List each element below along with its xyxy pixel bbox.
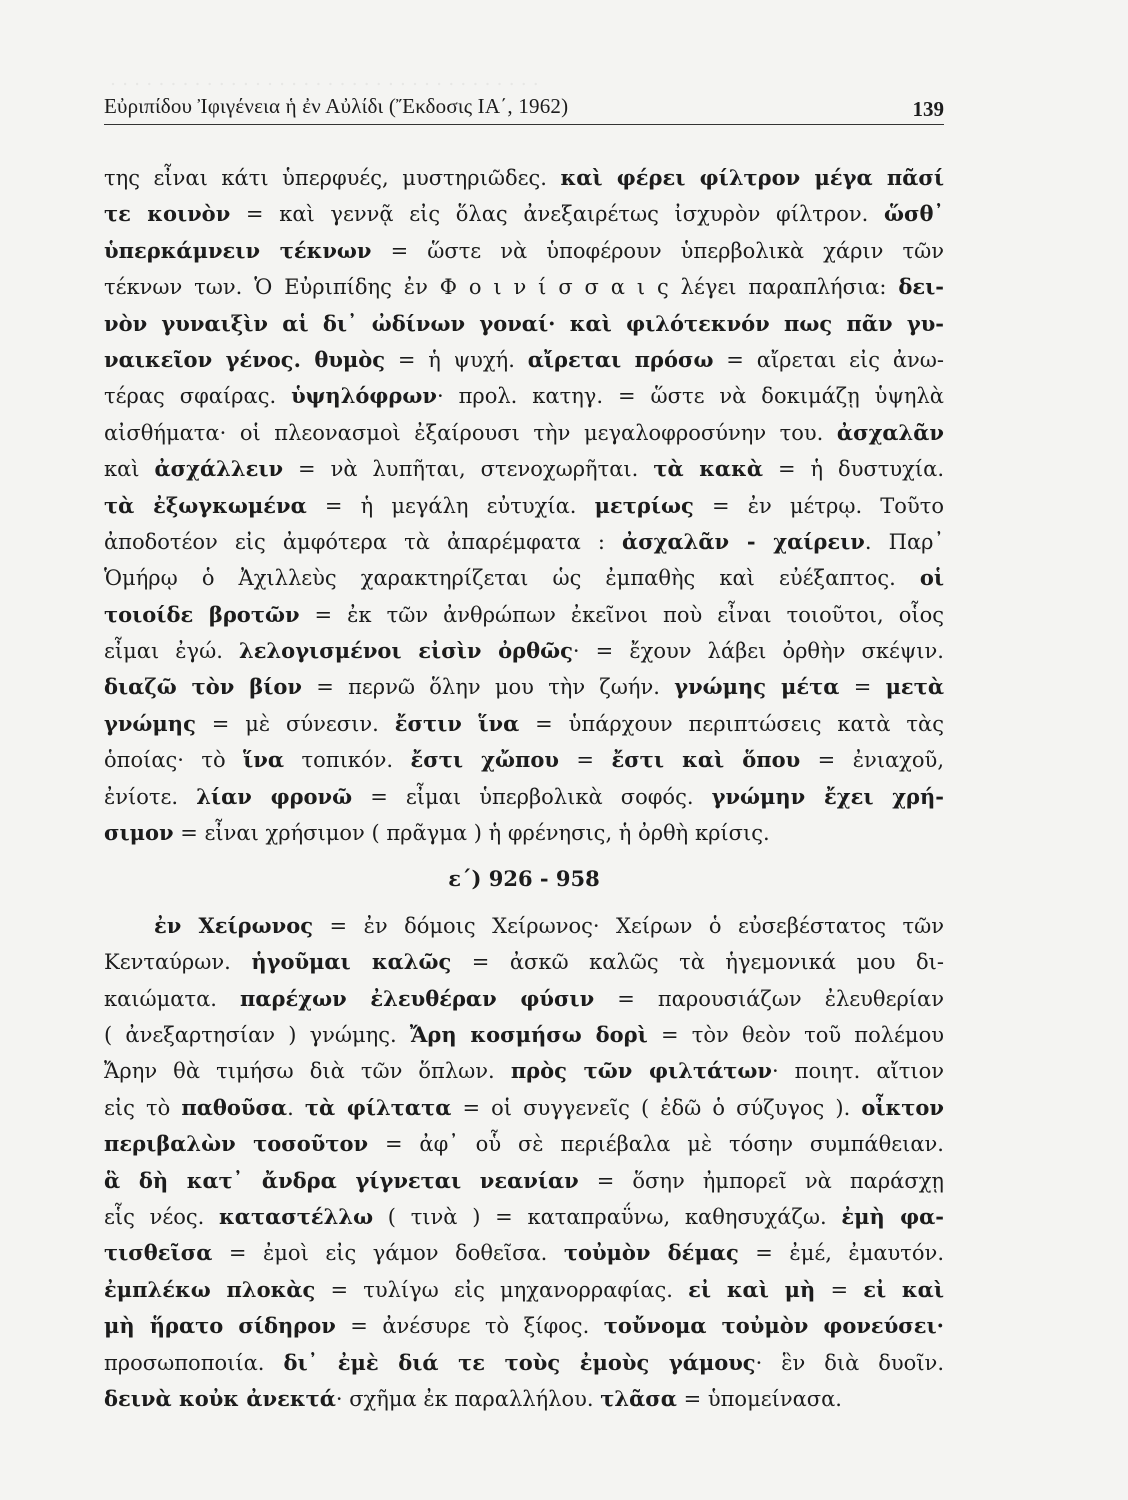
gloss-text: Κενταύρων. bbox=[104, 950, 252, 975]
gloss-text: της εἶναι κάτι ὑπερφυές, μυστηριῶδες. bbox=[104, 166, 561, 190]
lemma-term: τλᾶσα bbox=[600, 1385, 677, 1411]
text-line bbox=[104, 1272, 944, 1308]
text-line bbox=[104, 1053, 944, 1089]
gloss-text: = μὲ σύνεσιν. bbox=[195, 711, 395, 736]
gloss-text: εἶμαι ἐγώ. bbox=[104, 639, 239, 664]
text-line bbox=[104, 1235, 944, 1271]
lemma-term: ἀσχαλᾶν bbox=[836, 419, 944, 445]
lemma-term: ἔστιν ἵνα bbox=[394, 710, 520, 736]
gloss-text: ἀποδοτέον εἰς ἀμφότερα τὰ ἀπαρέμφατα : bbox=[104, 529, 623, 554]
gloss-text: τέρας σφαίρας. bbox=[104, 384, 292, 409]
gloss-text: = ἐμέ, ἐμαυτόν. bbox=[738, 1241, 944, 1266]
lemma-term: νὸν γυναιξὶν αἱ δι᾿ ὠδίνων γοναί· καὶ φιλότεκνόν πως πᾶν γυ- bbox=[104, 310, 944, 336]
text-line bbox=[104, 451, 944, 487]
text-line bbox=[104, 306, 944, 342]
text-line bbox=[104, 160, 944, 196]
gloss-text: εἷς νέος. bbox=[104, 1204, 220, 1229]
gloss-text: = καὶ γεννᾷ εἰς ὅλας ἀνεξαιρέτως ἰσχυρὸν φίλτρον. bbox=[230, 202, 884, 227]
gloss-text: = ὑπάρχουν περιπτώσεις κατὰ τὰς bbox=[519, 711, 944, 736]
lemma-term: τοὔνομα τοὐμὸν φονεύσει· bbox=[603, 1313, 944, 1339]
gloss-text: εἰς τὸ bbox=[104, 1095, 182, 1120]
gloss-text: = ἐν δόμοις Χείρωνος· Χείρων ὁ εὐσεβέστατος τῶν bbox=[313, 913, 944, 938]
lemma-term: ἀσχάλλειν bbox=[154, 456, 284, 482]
lemma-term: δι᾿ ἐμὲ διά τε τοὺς ἐμοὺς γάμους bbox=[283, 1349, 756, 1375]
gloss-text: = νὰ λυπῆται, στενοχωρῆται. bbox=[283, 457, 654, 482]
gloss-text: Ἄρην θὰ τιμήσω διὰ τῶν ὅπλων. bbox=[104, 1059, 511, 1084]
lemma-term: αἴρεται πρόσω bbox=[527, 346, 714, 372]
gloss-text: = ἐκ τῶν ἀνθρώπων ἐκεῖνοι ποὺ εἶναι τοιοῦτοι, οἷος bbox=[299, 602, 944, 627]
gloss-text: Ὁμήρῳ ὁ Ἀχιλλεὺς χαρακτηρίζεται ὡς ἐμπαθὴς καὶ εὐέξαπτος. bbox=[104, 566, 920, 591]
page-number: 139 bbox=[912, 97, 944, 121]
lemma-term: καταστέλλω bbox=[219, 1203, 374, 1229]
text-line bbox=[104, 706, 944, 742]
lemma-term: εἰ καὶ bbox=[863, 1276, 944, 1302]
lemma-term: οἶκτον bbox=[861, 1094, 944, 1120]
gloss-text: · = ἔχουν λάβει ὀρθὴν σκέψιν. bbox=[572, 639, 944, 664]
lemma-term: παθοῦσα bbox=[181, 1094, 288, 1120]
lemma-term: γνώμης bbox=[104, 710, 196, 736]
gloss-text: = ἡ δυστυχία. bbox=[763, 457, 944, 482]
lemma-term: λίαν φρονῶ bbox=[196, 783, 353, 809]
text-line bbox=[104, 1017, 944, 1053]
text-line bbox=[104, 908, 944, 944]
text-line bbox=[104, 342, 944, 378]
lemma-term: ἵνα bbox=[243, 747, 285, 773]
gloss-text: τοπικόν. bbox=[284, 748, 411, 773]
gloss-text: = ἡ ψυχή. bbox=[385, 347, 528, 372]
lemma-term: δεινὰ κοὐκ ἀνεκτά bbox=[104, 1385, 336, 1411]
gloss-text: καιώματα. bbox=[104, 986, 241, 1011]
text-line bbox=[104, 981, 944, 1017]
text-line bbox=[104, 815, 944, 851]
text-line bbox=[104, 944, 944, 980]
lemma-term: ἔστι χὤπου bbox=[410, 747, 559, 773]
text-line bbox=[104, 415, 944, 451]
text-line bbox=[104, 742, 944, 778]
text-line bbox=[104, 560, 944, 596]
gloss-text: αἰσθήματα· οἱ πλεονασμοὶ ἐξαίρουσι τὴν μεγαλοφροσύνην του. bbox=[104, 420, 837, 445]
gloss-text: · προλ. κατηγ. = ὥστε νὰ δοκιμάζῃ ὑψηλὰ bbox=[436, 384, 944, 409]
text-line bbox=[104, 597, 944, 633]
lemma-term: ἐν Χείρωνος bbox=[154, 912, 314, 938]
text-line bbox=[104, 1126, 944, 1162]
gloss-text: προσωποποιία. bbox=[104, 1350, 284, 1375]
gloss-text: = ἐν μέτρῳ. Τοῦτο bbox=[693, 493, 944, 518]
lemma-term: οἱ bbox=[919, 565, 944, 591]
lemma-term: ἡγοῦμαι καλῶς bbox=[251, 949, 452, 975]
lemma-term: εἰ καὶ μὴ bbox=[688, 1276, 816, 1302]
lemma-term: περιβαλὼν τοσοῦτον bbox=[104, 1131, 369, 1157]
lemma-term: ἐμπλέκω πλοκὰς bbox=[104, 1276, 316, 1302]
lemma-term: πρὸς τῶν φιλτάτων bbox=[510, 1058, 772, 1084]
lemma-term: γνώμης μέτα bbox=[674, 674, 840, 700]
bleed-through-texture: . . . . . . . . . . . . . . . . . . . . . . . . . . . . . . . . . . . . bbox=[110, 68, 539, 90]
lemma-term: ναικεῖον γένος. θυμὸς bbox=[104, 346, 386, 372]
lemma-term: μετρίως bbox=[594, 492, 694, 518]
gloss-text: = ἡ μεγάλη εὐτυχία. bbox=[306, 493, 595, 518]
gloss-text: = ἀνέσυρε τὸ ξίφος. bbox=[335, 1314, 604, 1339]
text-line bbox=[104, 524, 944, 560]
lemma-term: μετὰ bbox=[885, 674, 944, 700]
gloss-text: ( ἀνεξαρτησίαν ) γνώμης. bbox=[104, 1022, 410, 1047]
text-line bbox=[104, 1308, 944, 1344]
gloss-text: = bbox=[839, 675, 886, 700]
gloss-text: = ἐμοὶ εἰς γάμον δοθεῖσα. bbox=[212, 1241, 564, 1266]
lemma-term: τισθεῖσα bbox=[104, 1240, 213, 1266]
lemma-term: δει- bbox=[898, 274, 944, 300]
lemma-term: ἃ δὴ κατ᾿ ἄνδρα γίγνεται νεανίαν bbox=[104, 1167, 579, 1193]
commentary-paragraph-2 bbox=[104, 908, 944, 1417]
gloss-text: · ἓν διὰ δυοῖν. bbox=[755, 1350, 944, 1375]
gloss-text: τέκνων των. Ὁ Εὐριπίδης ἐν Φ ο ι ν ί σ σ α ι ς λέγει παραπλήσια: bbox=[104, 275, 899, 300]
text-line bbox=[104, 669, 944, 705]
text-line bbox=[104, 196, 944, 232]
lemma-term: τοιοίδε βροτῶν bbox=[104, 601, 300, 627]
gloss-text: = ἀσκῶ καλῶς τὰ ἡγεμονικά μου δι- bbox=[451, 950, 944, 975]
gloss-text: = bbox=[558, 748, 612, 773]
gloss-text: = ὅσην ἠμπορεῖ νὰ παράσχῃ bbox=[578, 1168, 944, 1193]
lemma-term: ὑπερκάμνειν τέκνων bbox=[104, 237, 372, 263]
gloss-text: = παρουσιάζων ἐλευθερίαν bbox=[594, 986, 944, 1011]
gloss-text: ( τινὰ ) = καταπραΰνω, καθησυχάζω. bbox=[373, 1204, 842, 1229]
gloss-text: = ὥστε νὰ ὑποφέρουν ὑπερβολικὰ χάριν τῶν bbox=[371, 238, 944, 263]
gloss-text: · ποιητ. αἴτιον bbox=[771, 1059, 944, 1084]
lemma-term: τὰ κακὰ bbox=[653, 456, 763, 482]
text-line bbox=[104, 779, 944, 815]
lemma-term: τε κοινὸν bbox=[104, 201, 231, 227]
gloss-text: = περνῶ ὅλην μου τὴν ζωήν. bbox=[301, 675, 675, 700]
gloss-text: = οἱ συγγενεῖς ( ἐδῶ ὁ σύζυγος ). bbox=[451, 1095, 862, 1120]
lemma-term: μὴ ἥρατο σίδηρον bbox=[104, 1313, 336, 1339]
gloss-text: = αἴρεται εἰς ἀνω- bbox=[713, 347, 944, 372]
gloss-text: = ἀφ᾿ οὗ σὲ περιέβαλα μὲ τόσην συμπάθειαν. bbox=[368, 1132, 944, 1157]
lemma-term: ὥσθ᾿ bbox=[884, 201, 944, 227]
gloss-text: ἐνίοτε. bbox=[104, 784, 197, 809]
gloss-text: ὁποίας· τὸ bbox=[104, 748, 244, 773]
page-header bbox=[104, 92, 944, 125]
gloss-text: = bbox=[815, 1277, 864, 1302]
lemma-term: σιμον bbox=[104, 820, 174, 846]
lemma-term: λελογισμένοι εἰσὶν ὀρθῶς bbox=[238, 638, 573, 664]
text-line bbox=[104, 1163, 944, 1199]
gloss-text: · σχῆμα ἐκ παραλλήλου. bbox=[335, 1386, 601, 1411]
commentary-paragraph-1 bbox=[104, 160, 944, 851]
body-text bbox=[104, 160, 944, 1417]
text-line bbox=[104, 1345, 944, 1381]
gloss-text: . Παρ᾿ bbox=[864, 529, 944, 554]
lemma-term: ἐμὴ φα- bbox=[841, 1203, 944, 1229]
lemma-term: διαζῶ τὸν βίον bbox=[104, 674, 302, 700]
gloss-text: = ἐνιαχοῦ, bbox=[800, 748, 944, 773]
lemma-term: ἀσχαλᾶν - χαίρειν bbox=[622, 528, 865, 554]
text-line bbox=[104, 378, 944, 414]
gloss-text: . bbox=[287, 1095, 305, 1120]
gloss-text: καὶ bbox=[104, 457, 155, 482]
text-line bbox=[104, 269, 944, 305]
text-line bbox=[104, 1381, 944, 1417]
text-line bbox=[104, 488, 944, 524]
lemma-term: ὑψηλόφρων bbox=[291, 383, 437, 409]
lemma-term: τοὐμὸν δέμας bbox=[563, 1240, 739, 1266]
lemma-term: παρέχων ἐλευθέραν φύσιν bbox=[240, 985, 595, 1011]
text-line bbox=[104, 1090, 944, 1126]
text-line bbox=[104, 1199, 944, 1235]
gloss-text: = ὑπομείνασα. bbox=[676, 1386, 842, 1411]
lemma-term: τὰ φίλτατα bbox=[304, 1094, 452, 1120]
text-line bbox=[104, 633, 944, 669]
gloss-text: = εἶμαι ὑπερβολικὰ σοφός. bbox=[352, 784, 712, 809]
lemma-term: καὶ φέρει φίλτρον μέγα πᾶσί bbox=[560, 165, 944, 190]
lemma-term: ἔστι καὶ ὅπου bbox=[611, 747, 801, 773]
lemma-term: γνώμην ἔχει χρή- bbox=[711, 783, 944, 809]
lemma-term: Ἄρη κοσμήσω δορὶ bbox=[409, 1021, 648, 1047]
gloss-text: = τὸν θεὸν τοῦ πολέμου bbox=[647, 1022, 944, 1047]
text-line bbox=[104, 233, 944, 269]
gloss-text: = εἶναι χρήσιμον ( πρᾶγμα ) ἡ φρένησις, ἡ ὀρθὴ κρίσις. bbox=[173, 821, 770, 846]
section-heading: ε΄) 926 - 958 bbox=[448, 866, 600, 892]
running-title: Εὐριπίδου Ἰφιγένεια ἡ ἐν Αὐλίδι (Ἔκδοσις ΙΑ΄, 1962) bbox=[104, 94, 569, 118]
lemma-term: τὰ ἐξωγκωμένα bbox=[104, 492, 307, 518]
gloss-text: = τυλίγω εἰς μηχανορραφίας. bbox=[315, 1277, 689, 1302]
